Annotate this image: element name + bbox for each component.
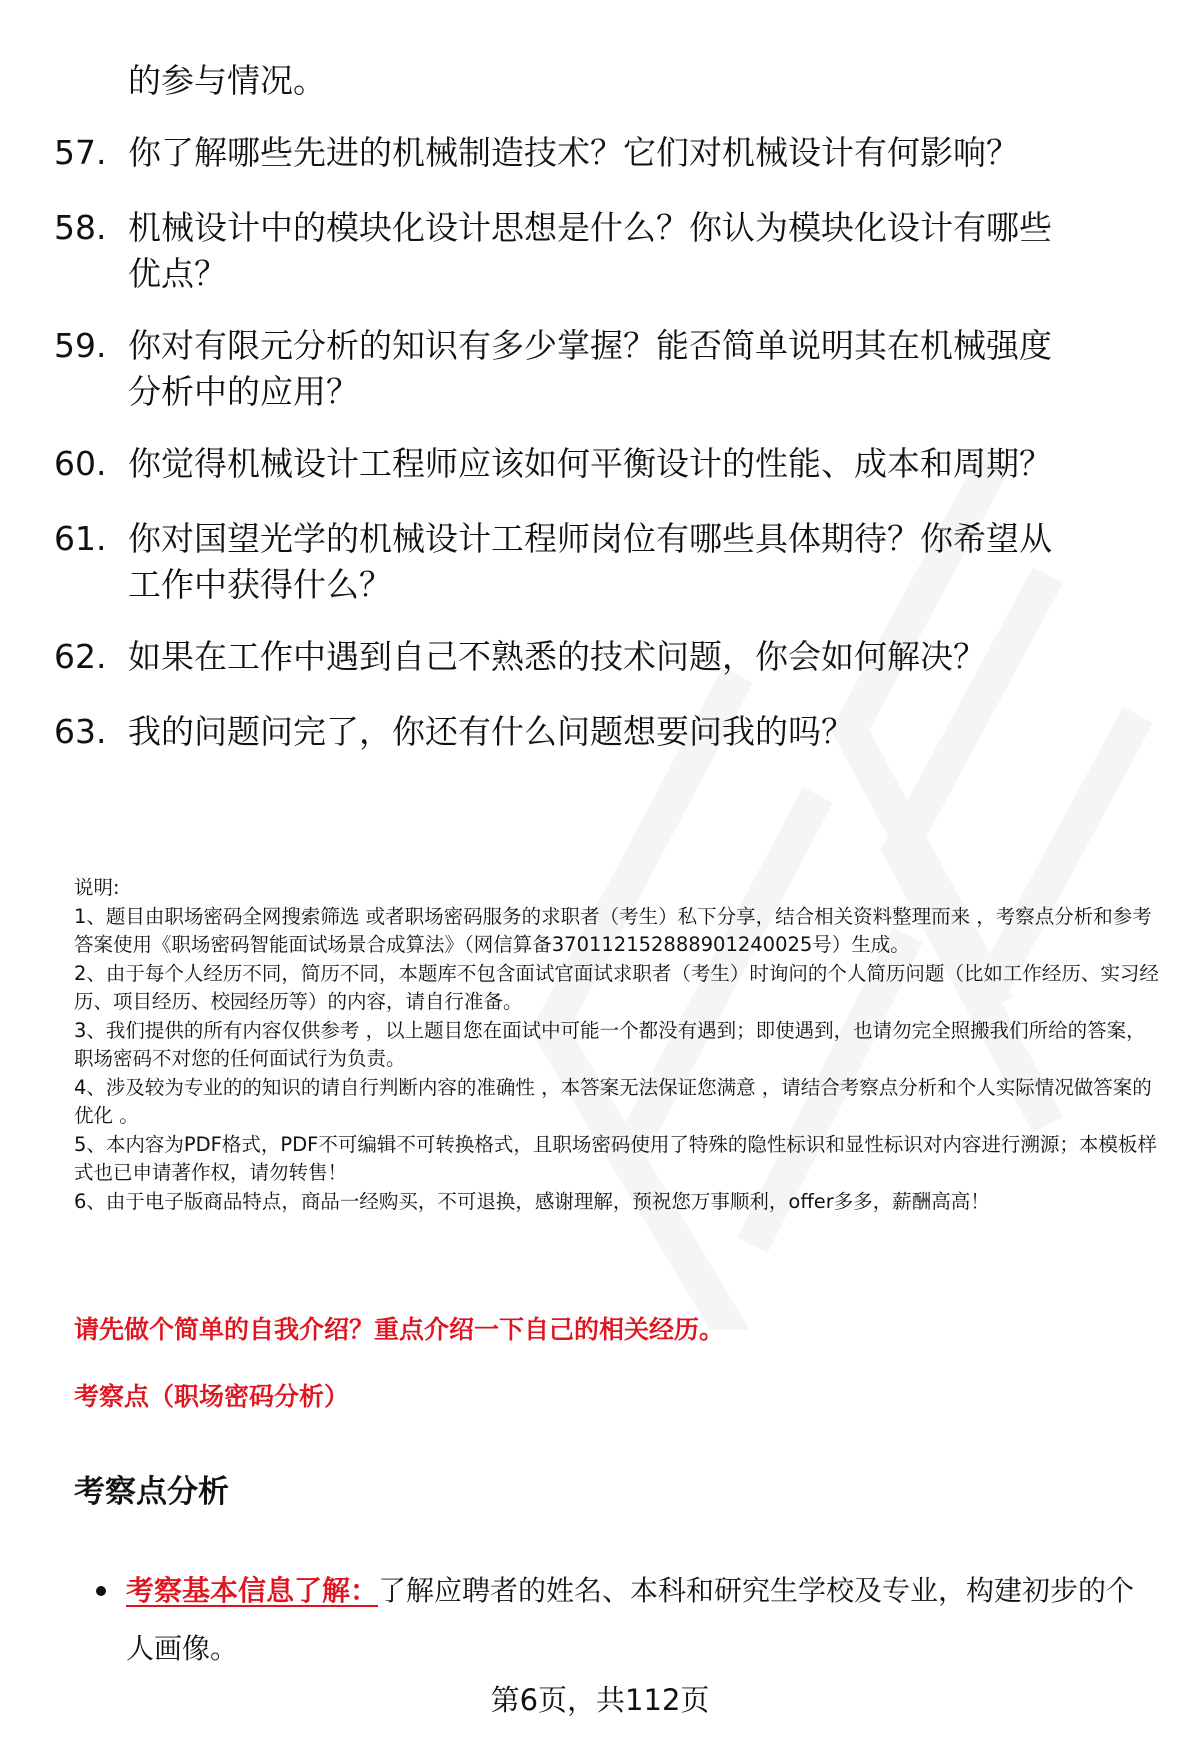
section-heading: 考察点分析: [74, 1474, 229, 1510]
question-57: [54, 130, 1164, 176]
note-item: 4、涉及较为专业的的知识的请自行判断内容的准确性 ，本答案无法保证您满意 ，请结合考察点分析和个人实际情况做答案的优化 。: [74, 1075, 1152, 1127]
question-text: 我的问题问完了，你还有什么问题想要问我的吗？: [128, 712, 854, 751]
question-62: [54, 634, 1164, 680]
question-60: [54, 441, 1164, 487]
note-item: 1、题目由职场密码全网搜索筛选 或者职场密码服务的求职者（考生）私下分享，结合相关资料整理而来 ，考察点分析和参考答案使用《职场密码智能面试场景合成算法》（网信算备370112152888901240025号）生成。: [74, 904, 1152, 956]
page-footer: 第6页，共112页: [490, 1683, 710, 1717]
continuation-text: 的参与情况。: [128, 61, 326, 100]
question-text: 你觉得机械设计工程师应该如何平衡设计的性能、成本和周期？: [128, 444, 1052, 483]
question-61: [54, 516, 1164, 608]
question-number: 59.: [54, 326, 107, 365]
bullet-keyword: 考察基本信息了解：: [126, 1574, 379, 1607]
question-text: 机械设计中的模块化设计思想是什么？你认为模块化设计有哪些 优点？: [128, 208, 1052, 293]
question-number: 62.: [54, 637, 107, 676]
note-item: 3、我们提供的所有内容仅供参考 ，以上题目您在面试中可能一个都没有遇到；即使遇到，也请勿完全照搬我们所给的答案，职场密码不对您的任何面试行为负责。: [74, 1018, 1146, 1070]
note-item: 6、由于电子版商品特点，商品一经购买，不可退换，感谢理解，预祝您万事顺利，offer多多，薪酬高高！: [74, 1189, 990, 1213]
notes-section: [74, 874, 1160, 1216]
question-number: 57.: [54, 133, 107, 172]
question-text: 你对有限元分析的知识有多少掌握？能否简单说明其在机械强度 分析中的应用？: [128, 326, 1052, 411]
question-63: [54, 709, 1164, 755]
bullet-text: 了解应聘者的姓名、本科和研究生学校及专业，构建初步的个人画像。: [126, 1574, 1135, 1665]
question-number: 63.: [54, 712, 107, 751]
question-text: 你了解哪些先进的机械制造技术？它们对机械设计有何影响？: [128, 133, 1019, 172]
note-item: 2、由于每个人经历不同，简历不同，本题库不包含面试官面试求职者（考生）时询问的个人简历问题（比如工作经历、实习经历、项目经历、校园经历等）的内容，请自行准备。: [74, 961, 1159, 1013]
assessment-subheading: 考察点（职场密码分析）: [74, 1382, 350, 1411]
note-item: 5、本内容为PDF格式，PDF不可编辑不可转换格式，且职场密码使用了特殊的隐性标识和显性标识对内容进行溯源；本模板样式也已申请著作权，请勿转售！: [74, 1132, 1157, 1184]
question-59: [54, 323, 1164, 415]
question-58: [54, 205, 1164, 297]
bullet-dot-icon: [96, 1586, 106, 1596]
bullet-item: [96, 1562, 1156, 1678]
question-number: 60.: [54, 444, 107, 483]
interview-question: 请先做个简单的自我介绍？重点介绍一下自己的相关经历。: [74, 1315, 725, 1344]
question-number: 61.: [54, 519, 107, 558]
question-text: 你对国望光学的机械设计工程师岗位有哪些具体期待？你希望从 工作中获得什么？: [128, 519, 1052, 604]
question-text: 如果在工作中遇到自己不熟悉的技术问题，你会如何解决？: [128, 637, 986, 676]
question-number: 58.: [54, 208, 107, 247]
notes-title: 说明:: [74, 876, 120, 899]
